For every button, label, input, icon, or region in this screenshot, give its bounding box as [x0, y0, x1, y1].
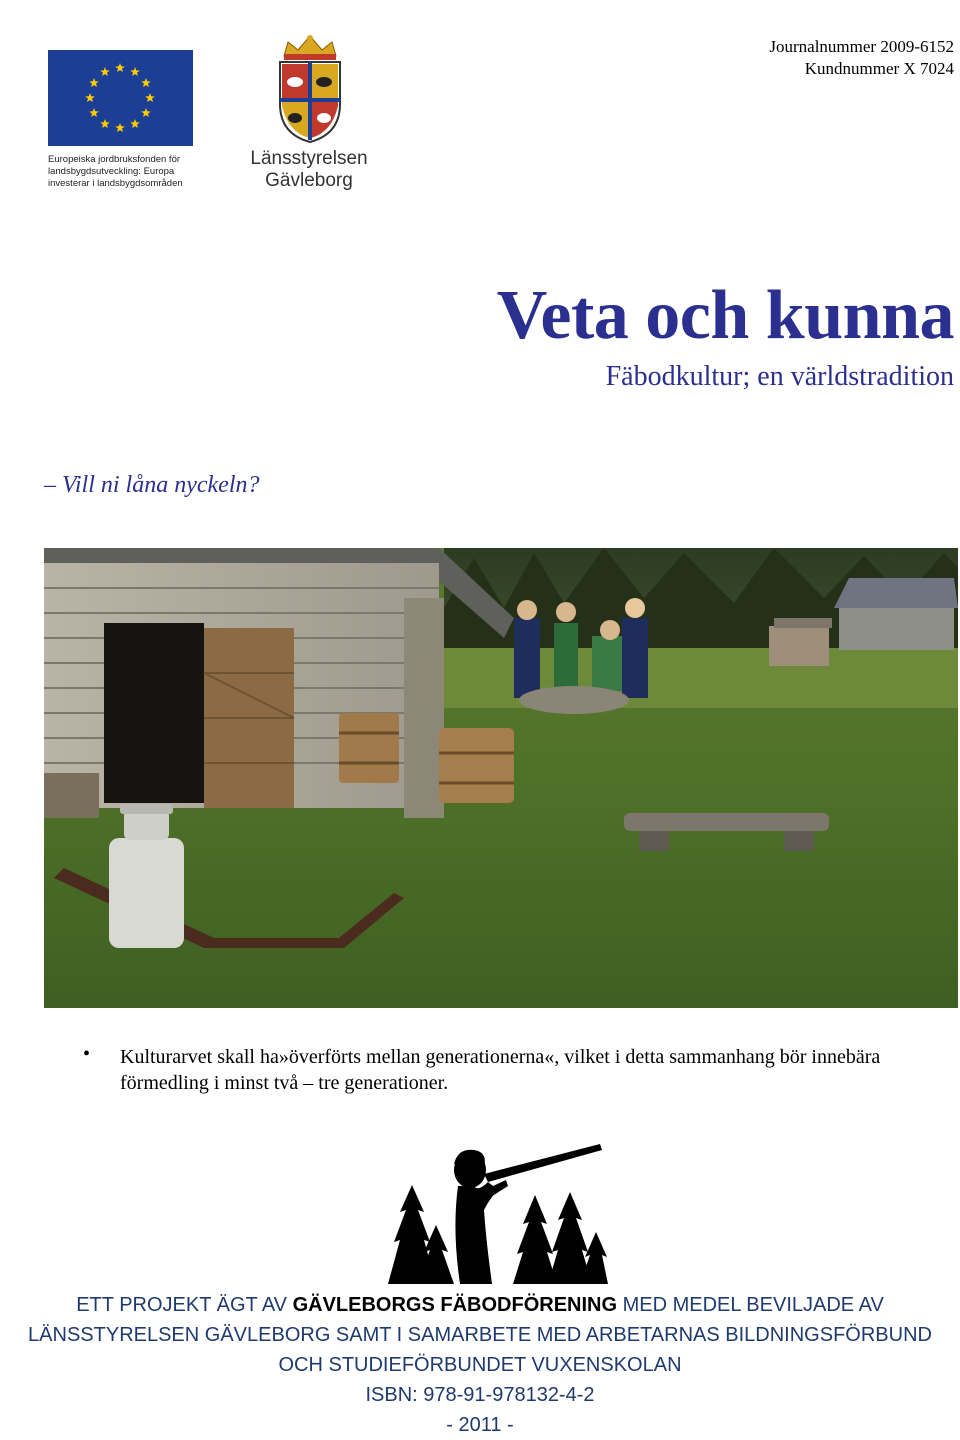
- footer-line2: LÄNSSTYRELSEN GÄVLEBORG SAMT I SAMARBETE MED ARBETARNAS BILDNINGSFÖRBUND: [28, 1324, 932, 1346]
- page-subtitle: Fäbodkultur; en världstradition: [605, 361, 954, 392]
- eu-caption: [48, 154, 198, 190]
- horn-blower-silhouette-icon: [388, 1140, 608, 1284]
- footer-line1: [0, 1290, 960, 1320]
- lansstyrelsen-logo: [244, 34, 374, 200]
- lansstyrelsen-name: [244, 148, 374, 192]
- page-title: Veta och kunna: [496, 277, 954, 354]
- lansstyrelsen-line1: Länsstyrelsen: [250, 148, 368, 169]
- eu-logo: [48, 50, 198, 198]
- bullet-text: Kulturarvet skall ha»överförts mellan generationerna«, vilket i detta sammanhang bör innebära förmedling i minst två – tre generationer.: [120, 1046, 881, 1094]
- footer: [0, 1290, 960, 1440]
- eu-caption-line: investerar i landsbygdsområden: [48, 178, 183, 189]
- journal-number: Journalnummer 2009-6152: [769, 37, 954, 56]
- journal-info: [769, 36, 954, 80]
- lansstyrelsen-line2: Gävleborg: [265, 170, 353, 191]
- footer-line1-pre: ETT PROJEKT ÄGT AV: [76, 1294, 293, 1316]
- question-heading: – Vill ni låna nyckeln?: [44, 472, 260, 498]
- footer-line1-organization: GÄVLEBORGS FÄBODFÖRENING: [292, 1294, 618, 1316]
- footer-line1-post: MED MEDEL BEVILJADE AV: [617, 1294, 884, 1316]
- coat-of-arms-icon: [274, 34, 346, 144]
- customer-number: Kundnummer X 7024: [804, 59, 954, 78]
- eu-caption-line: Europeiska jordbruksfonden för: [48, 154, 181, 165]
- eu-caption-line: landsbygdsutveckling: Europa: [48, 166, 175, 177]
- eu-flag-icon: [48, 50, 193, 146]
- footer-year: - 2011 -: [446, 1414, 514, 1436]
- footer-isbn: ISBN: 978-91-978132-4-2: [365, 1384, 595, 1406]
- bullet-marker: •: [83, 1043, 91, 1065]
- footer-line3: OCH STUDIEFÖRBUNDET VUXENSKOLAN: [278, 1354, 682, 1376]
- farm-photo: [44, 548, 958, 1008]
